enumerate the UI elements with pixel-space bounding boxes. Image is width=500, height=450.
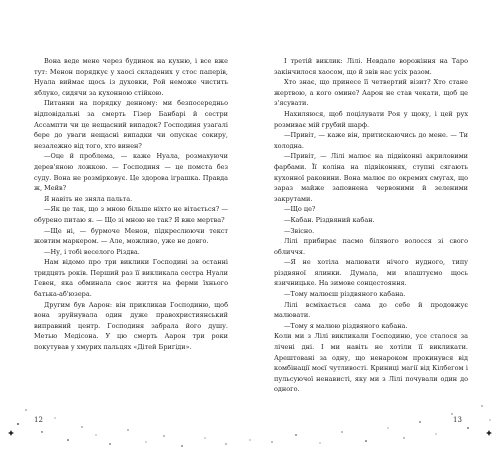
star-dot bbox=[481, 405, 482, 406]
star-dot bbox=[365, 440, 367, 442]
star-dot bbox=[81, 426, 82, 427]
paragraph: —Оце й проблема, — каже Нуала, розмахуючи дерев'яною ложкою. — Господиня — це помста без суду. Вона не розмірковує. Це здорова іграшка. Правда ж, Мейв? bbox=[34, 152, 228, 193]
paragraph: Другим був Аарон: він прикликав Господиню, щоб вона зруйнувала один дуже правохристиянський виправний центр. Господиня забрала його душу. Метью Медісона. У цю смерть Аарон три роки покутував у хмурих пальцях «Дітей Бригіди». bbox=[34, 300, 228, 352]
paragraph: Нахиляюся, щоб поцілувати Роя у щоку, і цей рух розмиває мій грубий шарф. bbox=[274, 109, 468, 129]
paragraph: —Звісно. bbox=[284, 226, 315, 235]
page-number-left: 12 bbox=[34, 416, 43, 424]
star-dot bbox=[436, 434, 437, 435]
right-page bbox=[274, 56, 468, 395]
paragraph: Лілі всміхається сама до себе й продовжує малювати. bbox=[274, 300, 468, 320]
paragraph: Питанни на порядку денному: ми безпосередньо відповідальні за смерть Гізер Банбарі й сестри Ассампти чи це нещасний випадок? Господиня узагалі бере до уваги нещасні випадки чи опускає сокиру, незалежно від того, хто винен? bbox=[34, 99, 228, 150]
sparkle-star bbox=[8, 430, 14, 436]
paragraph: І третій виклик: Лілі. Невдале ворожіння на Таро закінчилося хаосом, що й звів нас усіх разом. bbox=[274, 57, 468, 76]
star-dot bbox=[205, 438, 206, 439]
paragraph: —Привіт, — каже він, притискаючись до мене. — Ти холодна. bbox=[274, 131, 468, 150]
paragraph: Коли ми з Лілі викликали Господиню, усе сталося за лічені дні. І ми навіть не хотіли її викликати. Арештовані за одну, що ненароком прокинувся від комбінації моєї чутливості. Криниці магії від Кілбегом і пульсуючої ненависті, яку ми з Лілі почували один до одного. bbox=[274, 332, 468, 394]
star-dot bbox=[109, 443, 110, 444]
star-dot bbox=[181, 445, 182, 446]
star-dot bbox=[25, 409, 26, 410]
star-dot bbox=[146, 442, 147, 443]
star-dot bbox=[163, 435, 164, 436]
paragraph: Лілі прибирає пасмо білявого волосся зі свого обличчя. bbox=[274, 237, 468, 256]
star-dot bbox=[250, 440, 251, 441]
paragraph: —Я не хотіла малювати нічого нудного, типу різдвяної ялинки. Думала, ми влаштуємо щось язичницьке. На зимове сонцестояння. bbox=[274, 258, 468, 288]
star-dot bbox=[96, 435, 97, 436]
star-dot bbox=[41, 431, 42, 432]
paragraph: —Тому малюєш різдвяного кабана. bbox=[284, 290, 406, 299]
paragraph: Вона веде мене через будинок на кухню, і все вже тут: Менон порядкує у хаосі складених у стос паперів, Нуала виймає щось із духовки, Рой неможе чистить яблуко, сидячи за кухонною стійкою. bbox=[34, 57, 228, 97]
paragraph: —Що це? bbox=[284, 205, 316, 214]
page-number-right: 13 bbox=[453, 416, 462, 424]
paragraph: —Тому я малюю різдвяного кабана. bbox=[284, 321, 408, 330]
star-dot bbox=[451, 413, 452, 414]
paragraph: Хто знає, що принесе її четвертий візит? Хто стане жертвою, а кого омине? Аарон не став чекати, щоб це з'ясувати. bbox=[274, 78, 468, 108]
star-dot bbox=[490, 420, 491, 421]
left-page bbox=[34, 56, 228, 353]
star-dot bbox=[467, 427, 469, 429]
star-dot bbox=[388, 428, 389, 429]
paragraph: —Як це так, що з мною більше ніхто не вітається? — обурено питаю я. — Що зі мною не так? Я вже мертва? bbox=[34, 205, 228, 224]
star-dot bbox=[295, 434, 296, 435]
star-dot bbox=[403, 437, 404, 438]
paragraph: Нам відомо про три виклики Господині за останні тридцять років. Перший раз її викликала сестра Нуали Гевен, яка обминала своє життя на ферми їхнього батька-аб'юзера. bbox=[34, 258, 228, 299]
star-dot bbox=[127, 429, 128, 430]
star-dot bbox=[419, 421, 420, 422]
star-dot bbox=[320, 443, 321, 444]
star-dot bbox=[17, 423, 19, 425]
paragraph: —Привіт, — Лілі малює на підвіконні акриловими фарбами. Її коліна на підвіконнях, ступні сягають кухонної раковини. Вона малює по окремих смугах, що зараз майже заповнена червоними й зеленими закрутами. bbox=[274, 152, 468, 203]
star-dot bbox=[67, 439, 69, 441]
paragraph: —Ну, і тобі веселого Різдва. bbox=[44, 247, 140, 256]
star-dot bbox=[271, 441, 272, 442]
sparkle-star bbox=[486, 430, 492, 436]
paragraph: —Ще ні, — бурмоче Менон, підкреслюючи текст жовтим маркером. — Але, можливо, уже не довго. bbox=[34, 226, 228, 246]
starfield-decoration bbox=[0, 380, 500, 450]
star-dot bbox=[55, 418, 56, 419]
paragraph: Я навіть не зняла пальта. bbox=[44, 194, 133, 203]
star-dot bbox=[341, 431, 342, 432]
paragraph: —Кабан. Різдвяний кабан. bbox=[284, 215, 375, 224]
star-dot bbox=[225, 443, 226, 444]
